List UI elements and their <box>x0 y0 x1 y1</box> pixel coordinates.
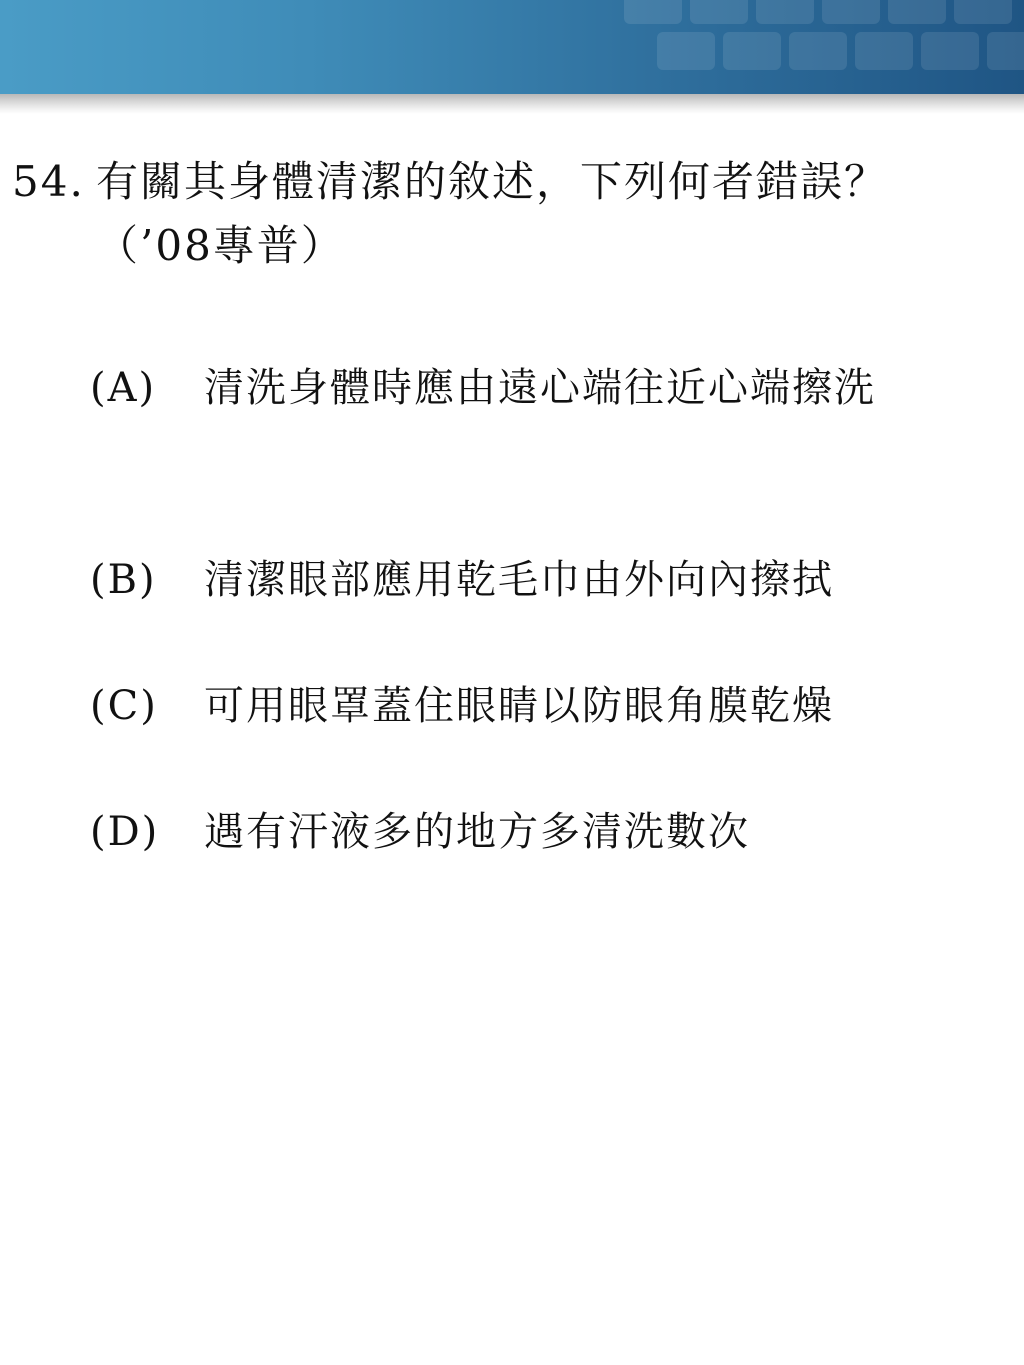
option-a-text: 清洗身體時應由遠心端往近心端擦洗 <box>204 365 876 411</box>
question-text: 有關其身體清潔的敘述，下列何者錯誤？（’08專普） <box>96 157 889 270</box>
option-c-text: 可用眼罩蓋住眼睛以防眼角膜乾燥 <box>204 683 834 729</box>
header-banner <box>0 0 1024 94</box>
option-a-key: (A) <box>90 365 157 411</box>
banner-decoration <box>604 0 1024 94</box>
option-c-key: (C) <box>90 683 158 729</box>
question-number: 54. <box>12 157 85 206</box>
header-divider <box>0 94 1024 114</box>
option-b-text: 清潔眼部應用乾毛巾由外向內擦拭 <box>204 557 834 603</box>
option-d-key: (D) <box>90 809 160 855</box>
option-d-text: 遇有汗液多的地方多清洗數次 <box>204 809 750 855</box>
option-b-key: (B) <box>90 557 157 603</box>
